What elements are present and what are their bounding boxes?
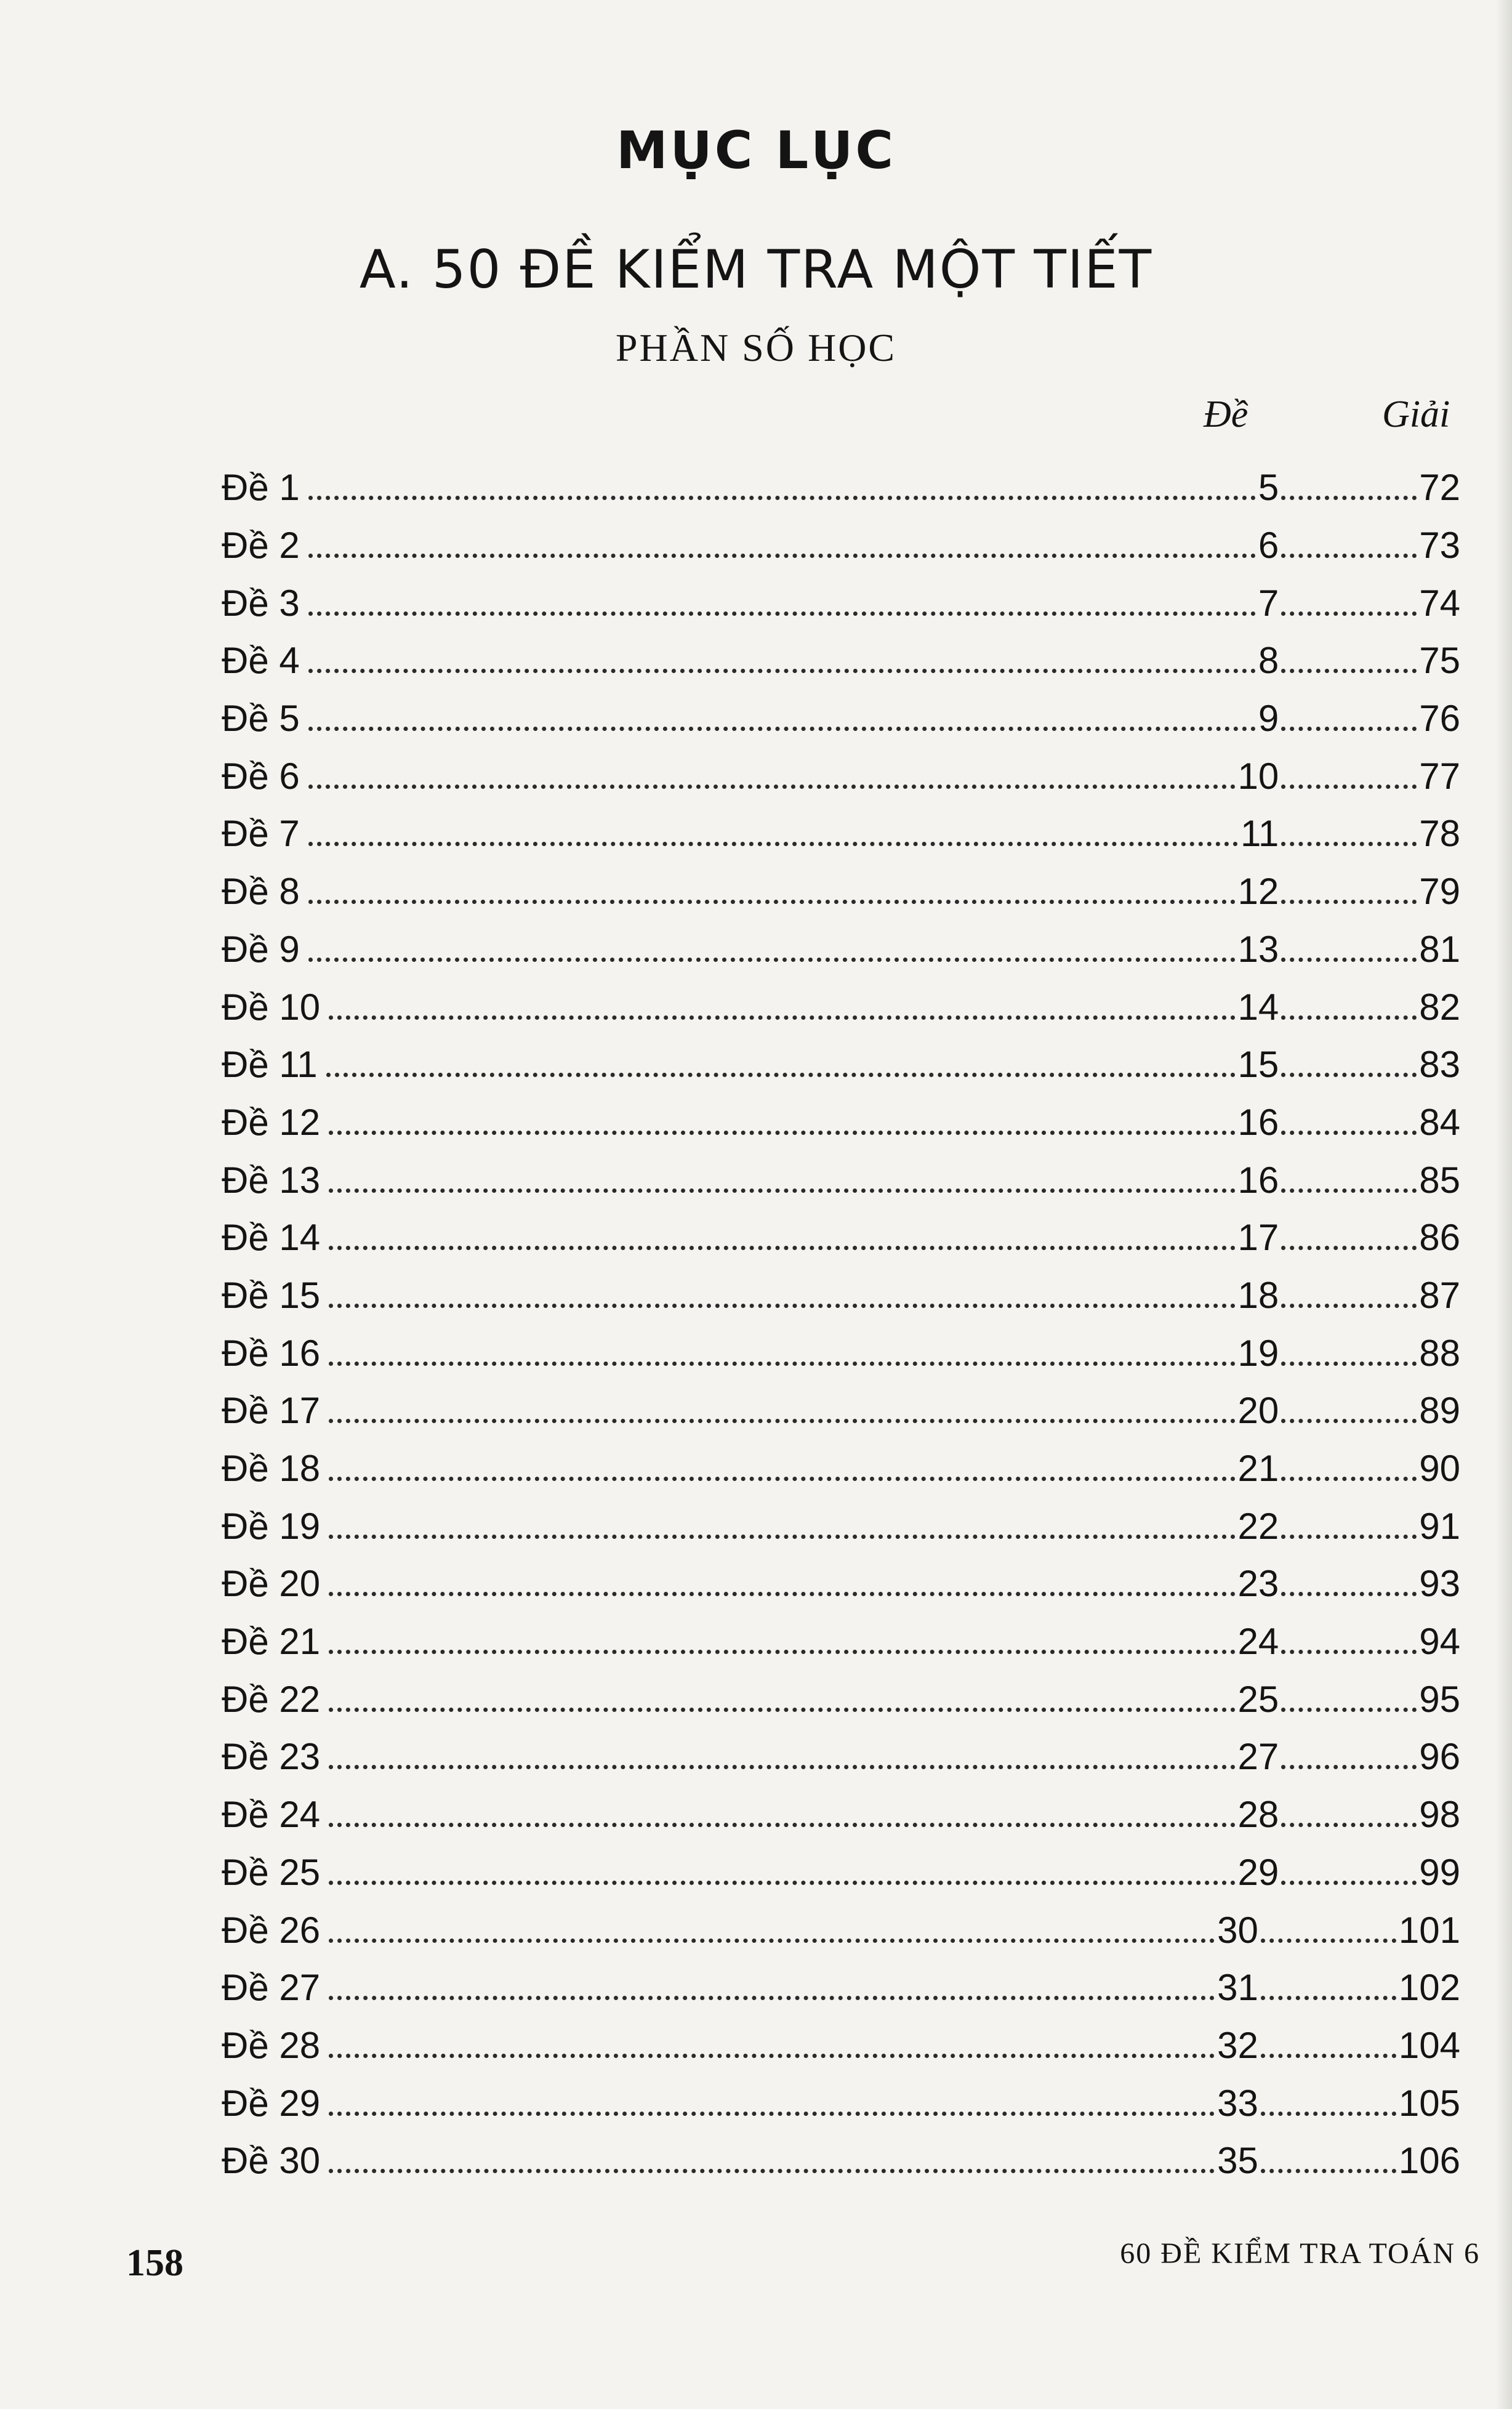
dot-leader (329, 1708, 1235, 1712)
dot-leader (329, 1881, 1235, 1885)
dot-leader (308, 842, 1238, 846)
dot-leader (308, 611, 1256, 616)
toc-entry-giai-page: 74 (1419, 582, 1460, 624)
toc-entry-label: Đề 5 (222, 698, 300, 740)
toc-entry-de-page: 13 (1237, 928, 1279, 970)
toc-entry-label: Đề 25 (222, 1851, 321, 1893)
toc-entry-de-page: 15 (1237, 1044, 1279, 1086)
toc-entry-de-page: 9 (1258, 698, 1279, 740)
toc-entry (222, 1497, 1460, 1555)
page-title: MỤC LỤC (616, 120, 896, 180)
dot-leader (308, 900, 1236, 904)
toc-entry-giai-page: 90 (1419, 1448, 1460, 1490)
toc-entry (222, 747, 1460, 805)
dot-leader (1261, 2112, 1396, 2116)
toc-entry-label: Đề 26 (222, 1909, 321, 1951)
dot-leader (329, 2054, 1215, 2058)
subsection-title: PHẦN SỐ HỌC (615, 326, 897, 369)
toc-entry-giai-page: 81 (1419, 928, 1460, 970)
toc-entry-label: Đề 10 (222, 986, 321, 1028)
toc-entry-de-page: 20 (1237, 1390, 1279, 1432)
dot-leader (1281, 1592, 1417, 1596)
toc-entry-label: Đề 23 (222, 1736, 321, 1778)
toc-entry (222, 2132, 1460, 2190)
dot-leader (1281, 1535, 1417, 1539)
dot-leader (1281, 1650, 1417, 1654)
dot-leader (1261, 1939, 1396, 1943)
toc-entry-de-page: 24 (1237, 1621, 1279, 1663)
toc-entry-label: Đề 17 (222, 1390, 321, 1432)
toc-entry (222, 1613, 1460, 1671)
toc-entry (222, 1209, 1460, 1267)
toc-entry-giai-page: 77 (1419, 755, 1460, 797)
toc-entry-de-page: 33 (1217, 2082, 1258, 2124)
page-edge-shadow (1496, 0, 1512, 2409)
dot-leader (1281, 669, 1417, 673)
dot-leader (329, 1477, 1235, 1481)
toc-entry (222, 574, 1460, 632)
dot-leader (1281, 1419, 1417, 1423)
toc-entry (222, 805, 1460, 863)
dot-leader (1281, 1823, 1417, 1827)
toc-entry-giai-page: 94 (1419, 1621, 1460, 1663)
toc-entry (222, 1094, 1460, 1152)
toc-entry-de-page: 8 (1258, 640, 1279, 682)
dot-leader (329, 1304, 1235, 1308)
toc-entry (222, 1844, 1460, 1902)
toc-entry-giai-page: 85 (1419, 1159, 1460, 1201)
toc-entry-giai-page: 86 (1419, 1217, 1460, 1259)
dot-leader (329, 1535, 1235, 1539)
toc-entry-label: Đề 12 (222, 1101, 321, 1143)
toc-entry (222, 690, 1460, 748)
book-title-footer: 60 ĐỀ KIỂM TRA TOÁN 6 (1120, 2237, 1480, 2270)
toc-entry-giai-page: 89 (1419, 1390, 1460, 1432)
table-of-contents (222, 459, 1460, 2190)
dot-leader (1281, 1131, 1417, 1135)
toc-entry (222, 978, 1460, 1036)
toc-entry (222, 1151, 1460, 1209)
toc-entry-de-page: 23 (1237, 1563, 1279, 1605)
dot-leader (329, 1765, 1235, 1769)
dot-leader (329, 1823, 1235, 1827)
dot-leader (1261, 2169, 1396, 2173)
toc-entry-label: Đề 2 (222, 525, 300, 567)
dot-leader (1281, 1708, 1417, 1712)
toc-entry-de-page: 25 (1237, 1678, 1279, 1720)
toc-entry-giai-page: 93 (1419, 1563, 1460, 1605)
toc-entry-label: Đề 6 (222, 755, 300, 797)
dot-leader (1261, 1996, 1396, 2000)
dot-leader (329, 1246, 1235, 1250)
toc-entry (222, 2074, 1460, 2132)
toc-entry-de-page: 14 (1237, 986, 1279, 1028)
toc-entry-de-page: 32 (1217, 2024, 1258, 2066)
dot-leader (1281, 785, 1417, 789)
toc-entry-de-page: 10 (1237, 755, 1279, 797)
dot-leader (329, 2169, 1215, 2173)
toc-entry-giai-page: 72 (1419, 467, 1460, 509)
dot-leader (329, 1592, 1235, 1596)
column-header-giai: Giải (1382, 393, 1450, 435)
toc-entry (222, 1786, 1460, 1844)
toc-entry-giai-page: 88 (1419, 1332, 1460, 1374)
toc-entry-giai-page: 102 (1398, 1967, 1460, 2009)
dot-leader (329, 1996, 1215, 2000)
toc-entry-label: Đề 15 (222, 1274, 321, 1316)
toc-entry-de-page: 27 (1237, 1736, 1279, 1778)
dot-leader (1261, 2054, 1396, 2058)
toc-entry-label: Đề 27 (222, 1967, 321, 2009)
dot-leader (308, 496, 1256, 500)
toc-entry-giai-page: 105 (1398, 2082, 1460, 2124)
dot-leader (329, 1650, 1235, 1654)
toc-entry-label: Đề 22 (222, 1678, 321, 1720)
toc-entry-de-page: 5 (1258, 467, 1279, 509)
dot-leader (1281, 496, 1417, 500)
dot-leader (329, 1419, 1235, 1423)
toc-entry (222, 1901, 1460, 1959)
toc-entry-label: Đề 1 (222, 467, 300, 509)
toc-entry-de-page: 18 (1237, 1274, 1279, 1316)
toc-entry-de-page: 16 (1237, 1101, 1279, 1143)
toc-entry-de-page: 22 (1237, 1505, 1279, 1547)
toc-entry (222, 1728, 1460, 1786)
dot-leader (329, 1188, 1235, 1193)
dot-leader (1281, 1073, 1417, 1077)
dot-leader (1281, 1881, 1417, 1885)
dot-leader (1281, 1246, 1417, 1250)
toc-entry (222, 517, 1460, 575)
toc-entry-label: Đề 4 (222, 640, 300, 682)
dot-leader (1281, 1362, 1417, 1366)
toc-entry-label: Đề 13 (222, 1159, 321, 1201)
toc-entry-label: Đề 24 (222, 1794, 321, 1836)
dot-leader (329, 1939, 1215, 1943)
dot-leader (308, 554, 1256, 558)
toc-entry-label: Đề 14 (222, 1217, 321, 1259)
dot-leader (329, 1131, 1235, 1135)
toc-entry-label: Đề 18 (222, 1448, 321, 1490)
dot-leader (1281, 554, 1417, 558)
toc-entry-de-page: 6 (1258, 525, 1279, 567)
column-header-de: Đề (1204, 393, 1249, 435)
dot-leader (1281, 842, 1417, 846)
toc-entry-de-page: 7 (1258, 582, 1279, 624)
toc-entry (222, 1036, 1460, 1094)
dot-leader (329, 1015, 1235, 1020)
toc-entry-giai-page: 83 (1419, 1044, 1460, 1086)
toc-entry-label: Đề 29 (222, 2082, 321, 2124)
page-number: 158 (126, 2242, 183, 2284)
toc-entry (222, 863, 1460, 921)
toc-entry-label: Đề 7 (222, 813, 300, 855)
toc-entry-giai-page: 79 (1419, 871, 1460, 913)
dot-leader (308, 727, 1256, 731)
toc-entry-label: Đề 19 (222, 1505, 321, 1547)
toc-entry (222, 1440, 1460, 1498)
toc-entry-de-page: 29 (1237, 1851, 1279, 1893)
toc-entry-giai-page: 75 (1419, 640, 1460, 682)
toc-entry (222, 1267, 1460, 1325)
toc-entry-de-page: 12 (1237, 871, 1279, 913)
toc-entry-label: Đề 9 (222, 928, 300, 970)
toc-entry (222, 1959, 1460, 2017)
toc-entry-giai-page: 76 (1419, 698, 1460, 740)
toc-entry-label: Đề 16 (222, 1332, 321, 1374)
toc-entry-giai-page: 87 (1419, 1274, 1460, 1316)
dot-leader (1281, 1765, 1417, 1769)
dot-leader (1281, 727, 1417, 731)
dot-leader (1281, 1477, 1417, 1481)
toc-entry-label: Đề 30 (222, 2140, 321, 2182)
toc-entry (222, 2017, 1460, 2075)
toc-entry (222, 1324, 1460, 1382)
dot-leader (308, 669, 1256, 673)
toc-entry-giai-page: 78 (1419, 813, 1460, 855)
toc-entry-label: Đề 8 (222, 871, 300, 913)
toc-entry-de-page: 28 (1237, 1794, 1279, 1836)
toc-entry-de-page: 19 (1237, 1332, 1279, 1374)
toc-entry-de-page: 21 (1237, 1448, 1279, 1490)
toc-entry (222, 921, 1460, 979)
toc-entry-giai-page: 95 (1419, 1678, 1460, 1720)
toc-entry-giai-page: 98 (1419, 1794, 1460, 1836)
dot-leader (329, 1362, 1235, 1366)
toc-entry-giai-page: 73 (1419, 525, 1460, 567)
toc-entry-label: Đề 21 (222, 1621, 321, 1663)
toc-entry (222, 1555, 1460, 1613)
toc-entry-label: Đề 28 (222, 2024, 321, 2066)
toc-entry-de-page: 31 (1217, 1967, 1258, 2009)
toc-entry-label: Đề 3 (222, 582, 300, 624)
dot-leader (1281, 1015, 1417, 1020)
toc-entry-de-page: 16 (1237, 1159, 1279, 1201)
toc-entry-giai-page: 91 (1419, 1505, 1460, 1547)
dot-leader (329, 2112, 1215, 2116)
toc-entry-de-page: 17 (1237, 1217, 1279, 1259)
dot-leader (308, 958, 1236, 962)
section-title: A. 50 ĐỀ KIỂM TRA MỘT TIẾT (359, 239, 1153, 301)
toc-entry-de-page: 30 (1217, 1909, 1258, 1951)
dot-leader (326, 1073, 1236, 1077)
toc-entry-giai-page: 84 (1419, 1101, 1460, 1143)
toc-entry (222, 1382, 1460, 1440)
dot-leader (308, 785, 1236, 789)
toc-entry-label: Đề 11 (222, 1044, 318, 1086)
toc-entry-giai-page: 104 (1398, 2024, 1460, 2066)
dot-leader (1281, 1304, 1417, 1308)
toc-entry (222, 459, 1460, 517)
toc-entry (222, 632, 1460, 690)
dot-leader (1281, 900, 1417, 904)
dot-leader (1281, 611, 1417, 616)
toc-entry-giai-page: 99 (1419, 1851, 1460, 1893)
toc-entry-giai-page: 101 (1398, 1909, 1460, 1951)
toc-entry-giai-page: 82 (1419, 986, 1460, 1028)
toc-entry (222, 1670, 1460, 1728)
toc-entry-label: Đề 20 (222, 1563, 321, 1605)
toc-entry-de-page: 35 (1217, 2140, 1258, 2182)
toc-entry-de-page: 11 (1240, 813, 1279, 855)
dot-leader (1281, 1188, 1417, 1193)
toc-entry-giai-page: 96 (1419, 1736, 1460, 1778)
dot-leader (1281, 958, 1417, 962)
toc-entry-giai-page: 106 (1398, 2140, 1460, 2182)
